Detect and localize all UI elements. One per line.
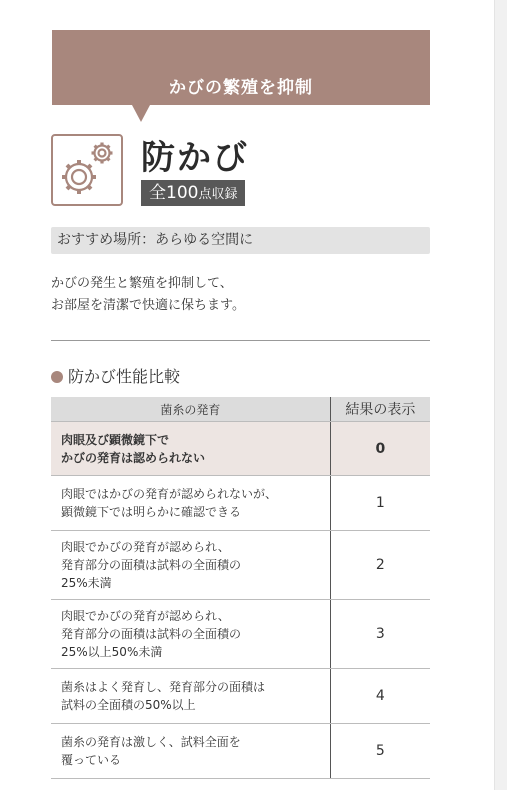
table-cell-description [51,531,330,600]
product-title: 防かび [141,138,249,178]
table-cell-value: 0 [330,422,430,476]
table-cell-description [51,724,330,779]
count-badge-prefix: 全 [149,183,166,203]
bullet-dot-icon [51,371,63,383]
header-banner [52,30,430,105]
recommended-place-bar: おすすめ場所：あらゆる空間に [51,227,430,254]
cell-line: 肉眼でかびの発育が認められ、 [61,609,230,623]
table-header-row [51,397,430,422]
table-cell-value: 5 [330,724,430,779]
gears-icon [51,134,123,206]
divider [51,340,430,341]
cell-line: 菌糸はよく発育し、発育部分の面積は [61,680,266,694]
table-cell-value: 2 [330,531,430,600]
cell-line: 顕微鏡下では明らかに確認できる [61,505,242,519]
description [51,273,431,317]
table-row [51,600,430,669]
count-badge-number: 100 [166,183,199,203]
cell-line: 試料の全面積の50%以上 [61,698,196,712]
cell-line: 覆っている [61,753,122,767]
table-cell-value: 3 [330,600,430,669]
cell-line: 肉眼及び顕微鏡下で [61,432,170,447]
cell-line: かびの発育は認められない [61,450,206,465]
description-line: お部屋を清潔で快適に保ちます。 [51,298,245,313]
count-badge [141,180,245,206]
cell-line: 発育部分の面積は試料の全面積の [61,558,242,572]
table-cell-description [51,600,330,669]
table-cell-value: 4 [330,669,430,724]
table-cell-description [51,422,330,476]
cell-line: 25%未満 [61,576,112,590]
cell-line: 肉眼ではかびの発育が認められないが、 [61,487,278,501]
table-header-value: 結果の表示 [330,397,430,422]
section-heading [51,366,180,388]
scrollbar[interactable] [494,0,507,790]
table-row [51,422,430,476]
cell-line: 肉眼でかびの発育が認められ、 [61,540,230,554]
cell-line: 菌糸の発育は激しく、試料全面を [61,735,241,749]
table-cell-description [51,476,330,531]
table-cell-description [51,669,330,724]
table-row [51,476,430,531]
cell-line: 25%以上50%未満 [61,645,163,659]
rating-table [51,397,430,779]
count-badge-suffix: 点収録 [198,187,238,202]
banner-title: かびの繁殖を抑制 [169,78,313,98]
table-header-description: 菌糸の発育 [51,397,330,422]
section-heading-text: 防かび性能比較 [68,367,181,386]
cell-line: 発育部分の面積は試料の全面積の [61,627,242,641]
gears-icon-graphic [53,136,121,204]
table-row [51,531,430,600]
table-cell-value: 1 [330,476,430,531]
banner-pointer [132,105,150,122]
description-line: かびの発生と繁殖を抑制して、 [51,276,233,291]
table-row [51,669,430,724]
table-row [51,724,430,779]
